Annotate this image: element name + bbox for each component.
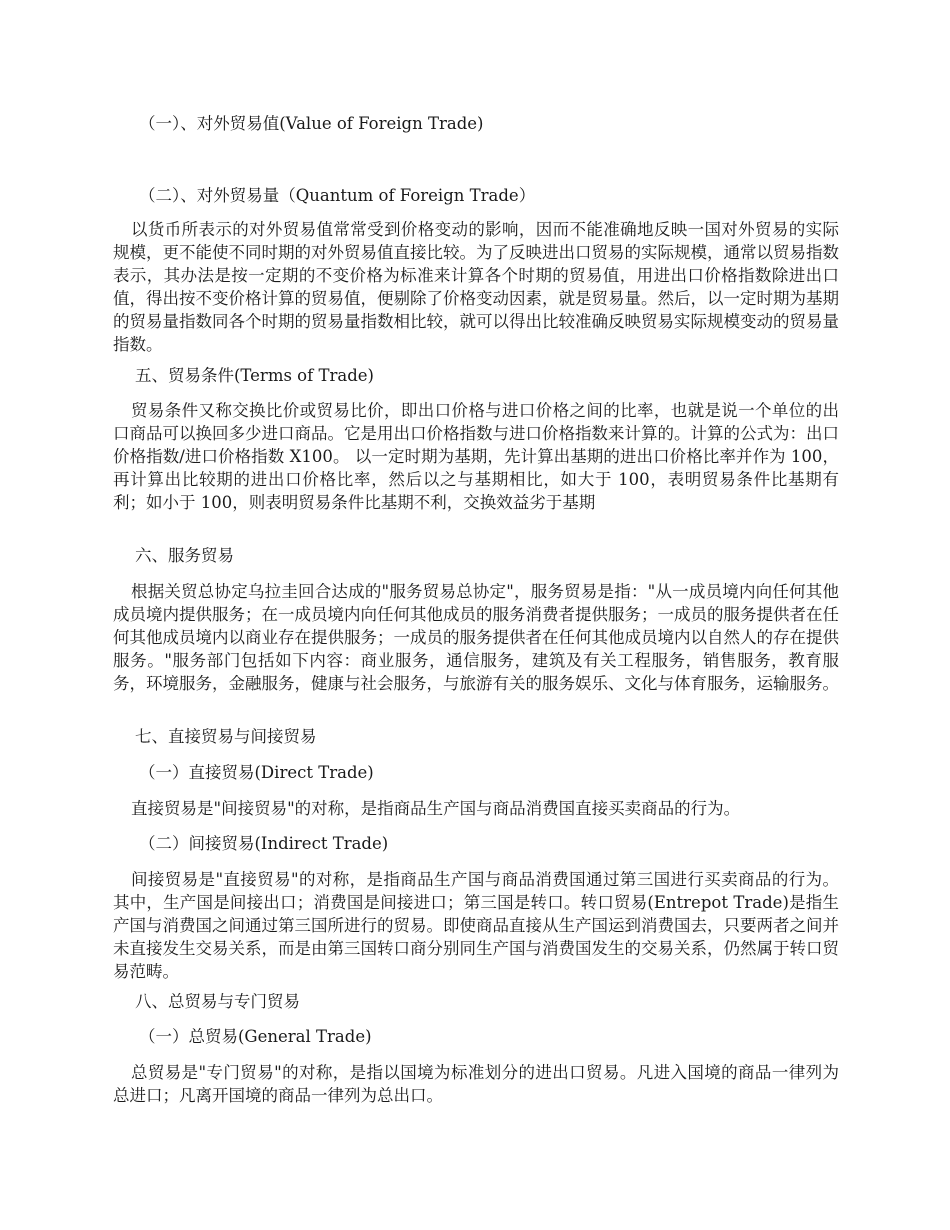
paragraph-quantum-of-foreign-trade: 以货币所表示的对外贸易值常常受到价格变动的影响，因而不能准确地反映一国对外贸易的实际规模，更不能使不同时期的对外贸易值直接比较。为了反映进出口贸易的实际规模，通常以贸易指数表示，其办法是按一定期的不变价格为标准来计算各个时期的贸易值，用进出口价格指数除进出口值，得出按不变价格计算的贸易值，便剔除了价格变动因素，就是贸易量。然后，以一定时期为基期的贸易量指数同各个时期的贸易量指数相比较，就可以得出比较准确反映贸易实际规模变动的贸易量指数。 [113,220,839,354]
heading-quantum-of-foreign-trade: （二）、对外贸易量（Quantum of Foreign Trade） [139,186,536,205]
heading-general-and-special-trade: 八、总贸易与专门贸易 [135,992,300,1011]
paragraph-general-trade: 总贸易是"专门贸易"的对称，是指以国境为标准划分的进出口贸易。凡进入国境的商品一律列为总进口；凡离开国境的商品一律列为总出口。 [113,1063,839,1105]
heading-service-trade: 六、服务贸易 [135,546,234,565]
paragraph-indirect-trade: 间接贸易是"直接贸易"的对称，是指商品生产国与商品消费国通过第三国进行买卖商品的行为。其中，生产国是间接出口；消费国是间接进口；第三国是转口。转口贸易(Entrepot Trade)是指生产国与消费国之间通过第三国所进行的贸易。即使商品直接从生产国运到消费国去，只要两者之间并未直接发生交易关系，而是由第三国转口商分别同生产国与消费国发生的交易关系，仍然属于转口贸易范畴。 [113,870,839,981]
heading-indirect-trade: （二）间接贸易(Indirect Trade) [139,834,389,853]
heading-general-trade: （一）总贸易(General Trade) [139,1027,372,1046]
heading-direct-trade: （一）直接贸易(Direct Trade) [139,763,374,782]
heading-value-of-foreign-trade: （一）、对外贸易值(Value of Foreign Trade) [139,114,484,133]
heading-direct-and-indirect-trade: 七、直接贸易与间接贸易 [135,727,317,746]
paragraph-service-trade: 根据关贸总协定乌拉圭回合达成的"服务贸易总协定"，服务贸易是指："从一成员境内向任何其他成员境内提供服务；在一成员境内向任何其他成员的服务消费者提供服务；一成员的服务提供者在任何其他成员境内以商业存在提供服务；一成员的服务提供者在任何其他成员境内以自然人的存在提供服务。"服务部门包括如下内容：商业服务，通信服务，建筑及有关工程服务，销售服务，教育服务，环境服务，金融服务，健康与社会服务，与旅游有关的服务娱乐、文化与体育服务，运输服务。 [113,582,839,693]
paragraph-terms-of-trade: 贸易条件又称交换比价或贸易比价，即出口价格与进口价格之间的比率，也就是说一个单位的出口商品可以换回多少进口商品。它是用出口价格指数与进口价格指数来计算的。计算的公式为：出口价格指数/进口价格指数 X100。 以一定时期为基期，先计算出基期的进出口价格比率并作为 100，再计算出比较期的进出口价格比率，然后以之与基期相比，如大于 100，表明贸易条件比基期有利；如小于 100，则表明贸易条件比基期不利，交换效益劣于基期 [113,401,839,512]
paragraph-direct-trade: 直接贸易是"间接贸易"的对称，是指商品生产国与商品消费国直接买卖商品的行为。 [131,799,741,818]
heading-terms-of-trade: 五、贸易条件(Terms of Trade) [135,366,374,385]
